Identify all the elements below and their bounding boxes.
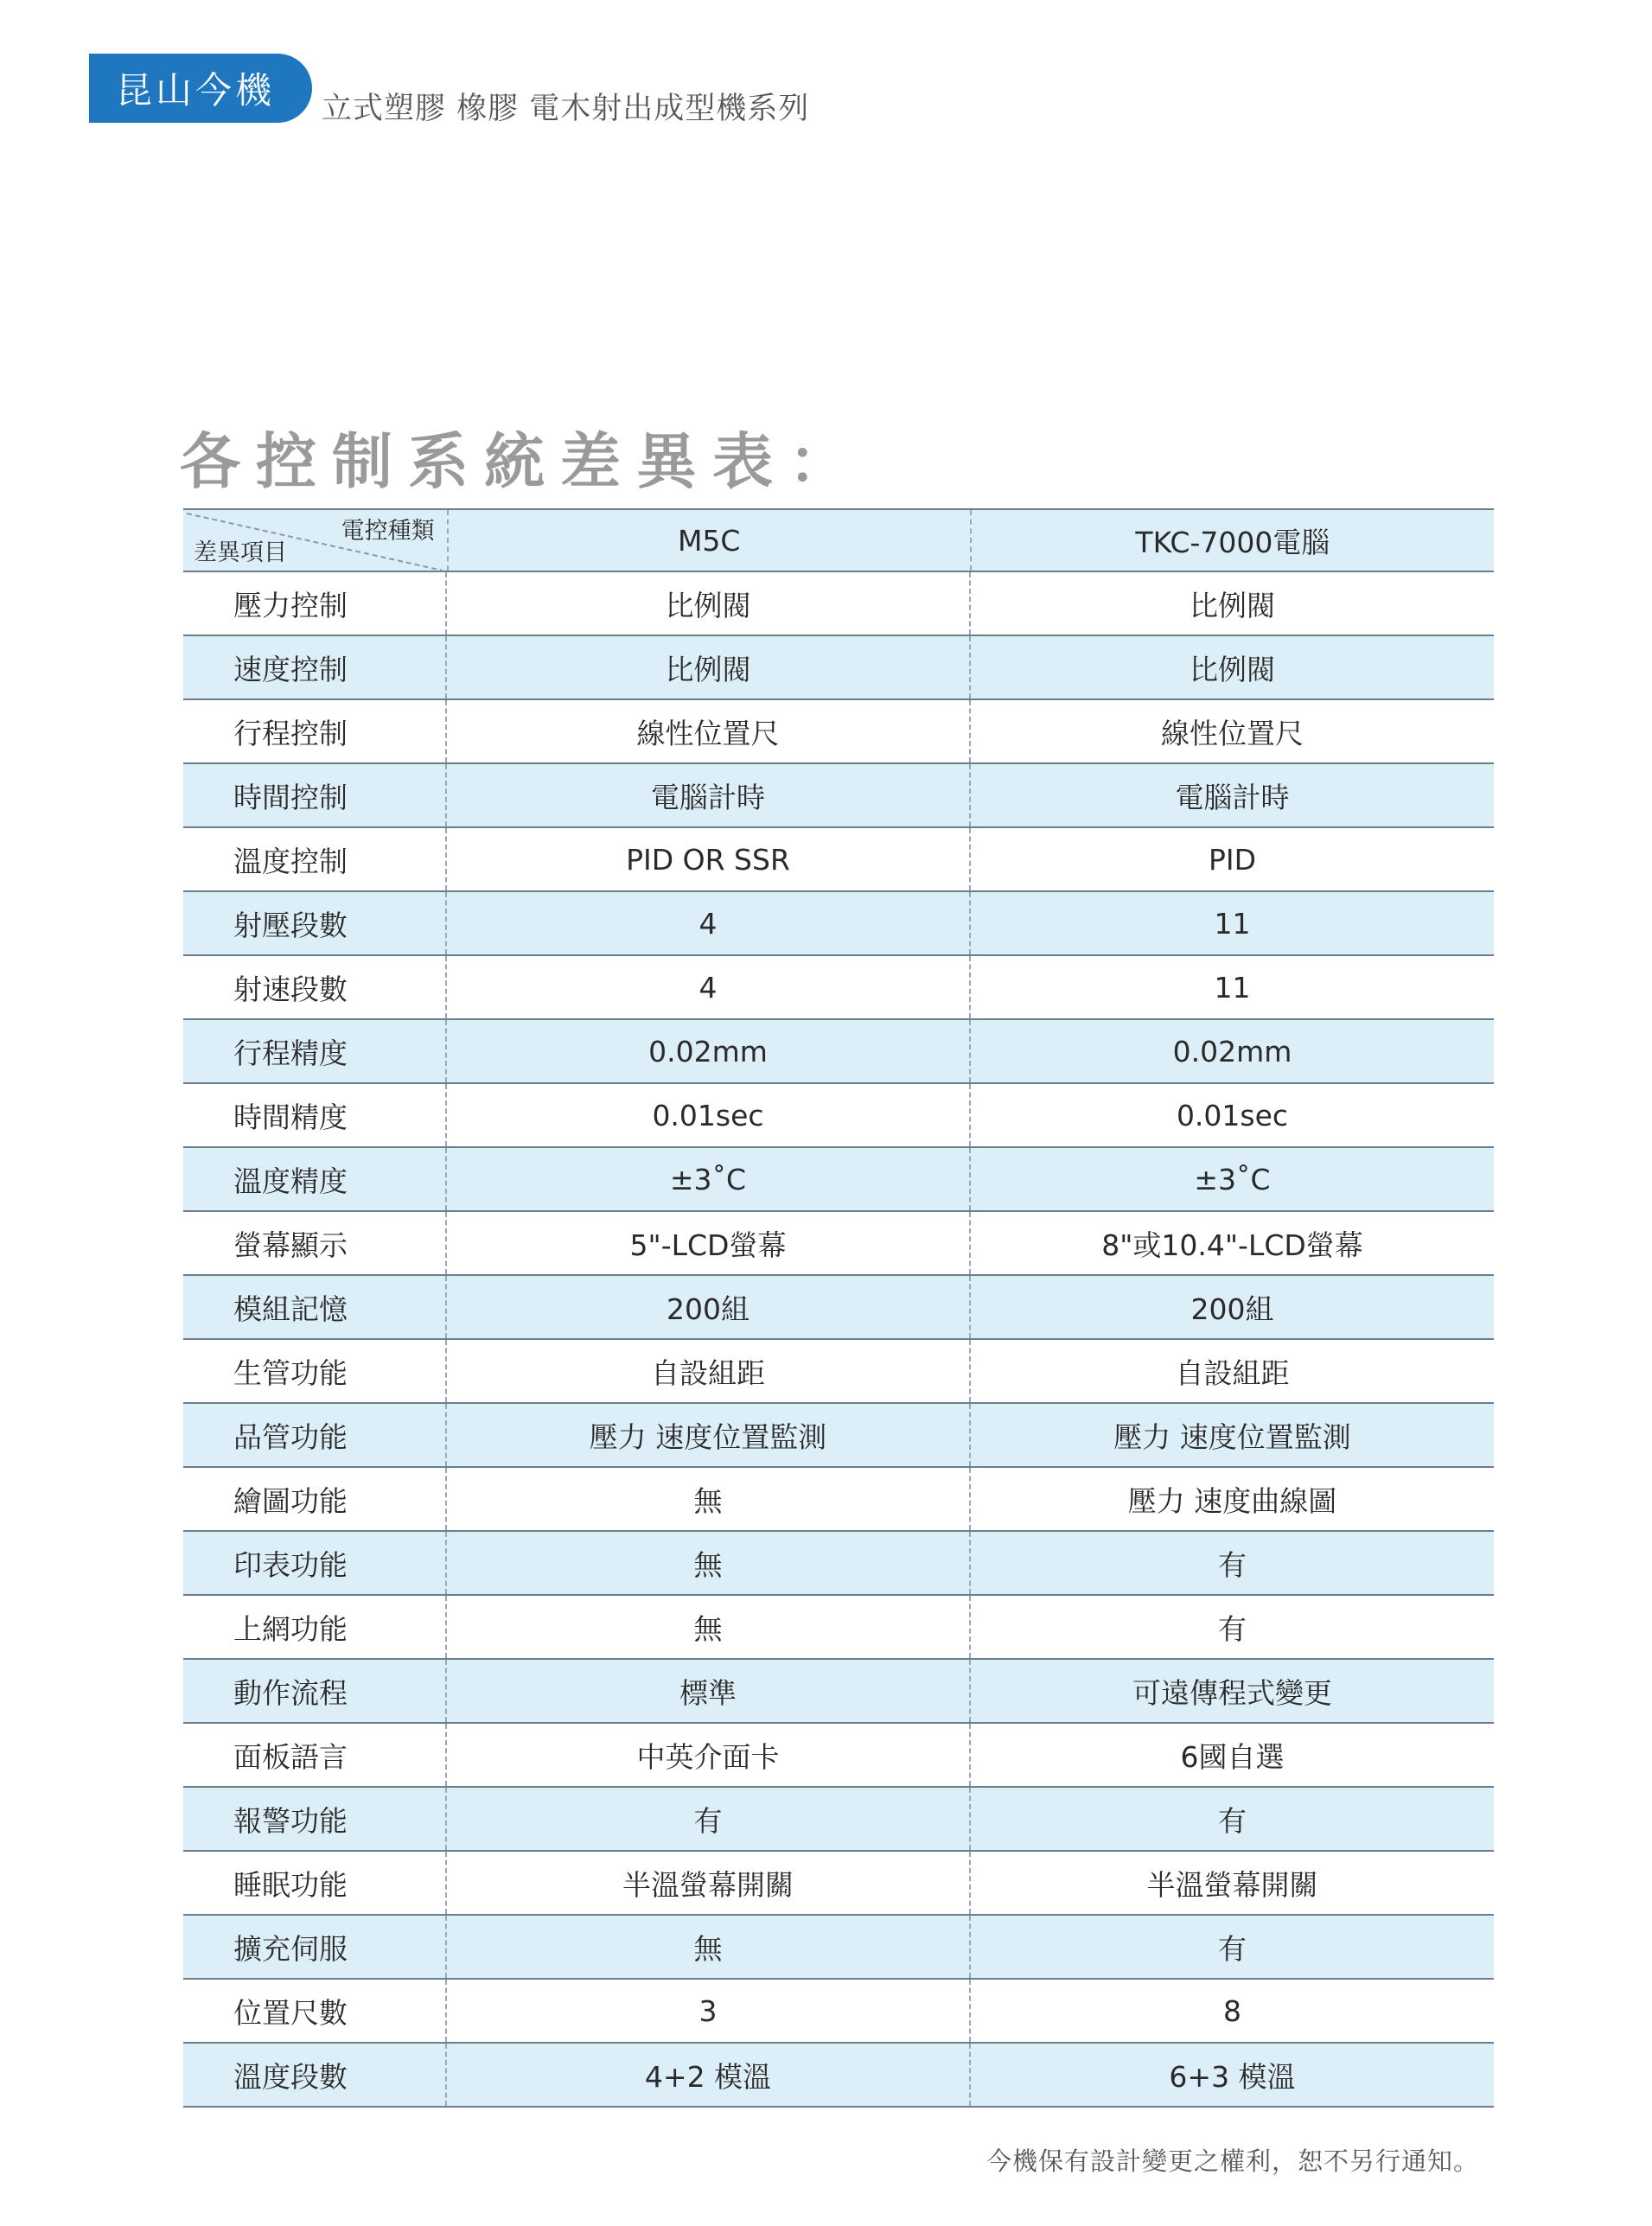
m5c-value: 無 [447, 1468, 971, 1530]
row-label: 繪圖功能 [183, 1468, 447, 1530]
m5c-value: 自設組距 [447, 1340, 971, 1402]
corner-label-control-type: 電控種類 [341, 518, 435, 545]
table-row [183, 2044, 1494, 2108]
row-label: 溫度精度 [183, 1148, 447, 1210]
table-row [183, 1468, 1494, 1532]
table-row [183, 1916, 1494, 1980]
row-label: 生管功能 [183, 1340, 447, 1402]
table-row [183, 1532, 1494, 1596]
tkc-value: 8 [1223, 1993, 1241, 2028]
row-label: 時間精度 [183, 1084, 447, 1146]
tkc-value: 11 [1214, 906, 1251, 941]
row-label: 射壓段數 [183, 892, 447, 954]
table-header-row [183, 508, 1494, 572]
header-corner-cell [183, 510, 449, 571]
table-row [183, 1788, 1494, 1852]
table-row [183, 636, 1494, 700]
table-row [183, 1340, 1494, 1404]
row-label: 螢幕顯示 [183, 1212, 447, 1274]
tkc-value: 11 [1214, 970, 1251, 1005]
footer-disclaimer: 今機保有設計變更之權利，恕不另行通知。 [985, 2146, 1479, 2176]
table-row [183, 1276, 1494, 1340]
tkc-value: 線性位置尺 [1161, 716, 1304, 750]
brand-name: 昆山今機 [115, 69, 275, 112]
table-row [183, 700, 1494, 764]
column-header-m5c: M5C [449, 510, 972, 571]
m5c-value: 無 [447, 1916, 971, 1978]
row-label: 報警功能 [183, 1788, 447, 1850]
m5c-value: 200組 [447, 1276, 971, 1338]
row-label: 睡眠功能 [183, 1852, 447, 1914]
table-row [183, 1980, 1494, 2044]
tkc-value: 0.01sec [1176, 1098, 1289, 1132]
table-row [183, 956, 1494, 1020]
table-title: 各控制系統差異表： [180, 426, 864, 497]
m5c-value: 無 [447, 1596, 971, 1658]
table-row [183, 892, 1494, 956]
tkc-value: 壓力 速度曲線圖 [1127, 1483, 1337, 1518]
row-label: 射速段數 [183, 956, 447, 1018]
comparison-table [183, 508, 1494, 2108]
row-label: 溫度段數 [183, 2044, 447, 2106]
m5c-value: 4 [447, 892, 971, 954]
m5c-value: 電腦計時 [447, 764, 971, 826]
tkc-value: 壓力 速度位置監測 [1113, 1419, 1351, 1454]
m5c-value: 無 [447, 1532, 971, 1594]
row-label: 品管功能 [183, 1404, 447, 1466]
table-row [183, 1212, 1494, 1276]
tkc-value: 電腦計時 [1175, 780, 1290, 814]
table-row [183, 764, 1494, 828]
m5c-value: PID OR SSR [447, 828, 971, 890]
row-label: 印表功能 [183, 1532, 447, 1594]
table-row [183, 1660, 1494, 1724]
tkc-value: 有 [1218, 1931, 1247, 1966]
row-label: 位置尺數 [183, 1980, 447, 2042]
m5c-value: 有 [447, 1788, 971, 1850]
row-label: 行程精度 [183, 1020, 447, 1082]
row-label: 速度控制 [183, 636, 447, 698]
column-header-tkc7000: TKC-7000電腦 [1135, 525, 1330, 559]
row-label: 行程控制 [183, 700, 447, 762]
row-label: 壓力控制 [183, 572, 447, 635]
tkc-value: 自設組距 [1175, 1355, 1290, 1390]
m5c-value: ±3˚C [447, 1148, 971, 1210]
table-row [183, 1404, 1494, 1468]
m5c-value: 0.02mm [447, 1020, 971, 1082]
m5c-value: 0.01sec [447, 1084, 971, 1146]
tkc-value: 有 [1218, 1611, 1247, 1646]
tkc-value: 比例閥 [1190, 652, 1275, 686]
tkc-value: ±3˚C [1194, 1162, 1271, 1196]
m5c-value: 4 [447, 956, 971, 1018]
table-row [183, 1724, 1494, 1788]
m5c-value: 5"-LCD螢幕 [447, 1212, 971, 1274]
tkc-value: 可遠傳程式變更 [1132, 1675, 1332, 1710]
tkc-value: 0.02mm [1172, 1034, 1292, 1068]
tkc-value: PID [1208, 842, 1257, 877]
table-row [183, 1852, 1494, 1916]
table-row [183, 828, 1494, 892]
tkc-value: 有 [1218, 1547, 1247, 1582]
brand-badge [89, 54, 312, 123]
tkc-value: 6國自選 [1180, 1739, 1285, 1774]
m5c-value: 比例閥 [447, 572, 971, 635]
m5c-value: 壓力 速度位置監測 [447, 1404, 971, 1466]
tkc-value: 比例閥 [1190, 588, 1275, 622]
tkc-value: 6+3 模溫 [1169, 2059, 1296, 2094]
m5c-value: 半溫螢幕開關 [447, 1852, 971, 1914]
table-row [183, 1020, 1494, 1084]
m5c-value: 3 [447, 1980, 971, 2042]
row-label: 時間控制 [183, 764, 447, 826]
row-label: 溫度控制 [183, 828, 447, 890]
table-row [183, 1596, 1494, 1660]
tkc-value: 半溫螢幕開關 [1146, 1867, 1318, 1902]
m5c-value: 4+2 模溫 [447, 2044, 971, 2106]
row-label: 模組記憶 [183, 1276, 447, 1338]
corner-label-item: 差異項目 [194, 539, 287, 566]
m5c-value: 中英介面卡 [447, 1724, 971, 1786]
row-label: 面板語言 [183, 1724, 447, 1786]
row-label: 擴充伺服 [183, 1916, 447, 1978]
m5c-value: 比例閥 [447, 636, 971, 698]
tkc-value: 200組 [1190, 1292, 1274, 1326]
m5c-value: 標準 [447, 1660, 971, 1722]
tkc-value: 有 [1218, 1803, 1247, 1838]
row-label: 動作流程 [183, 1660, 447, 1722]
table-row [183, 1084, 1494, 1148]
tkc-value: 8"或10.4"-LCD螢幕 [1101, 1228, 1363, 1262]
table-row [183, 572, 1494, 636]
row-label: 上網功能 [183, 1596, 447, 1658]
series-subtitle: 立式塑膠 橡膠 電木射出成型機系列 [322, 92, 810, 126]
table-row [183, 1148, 1494, 1212]
m5c-value: 線性位置尺 [447, 700, 971, 762]
